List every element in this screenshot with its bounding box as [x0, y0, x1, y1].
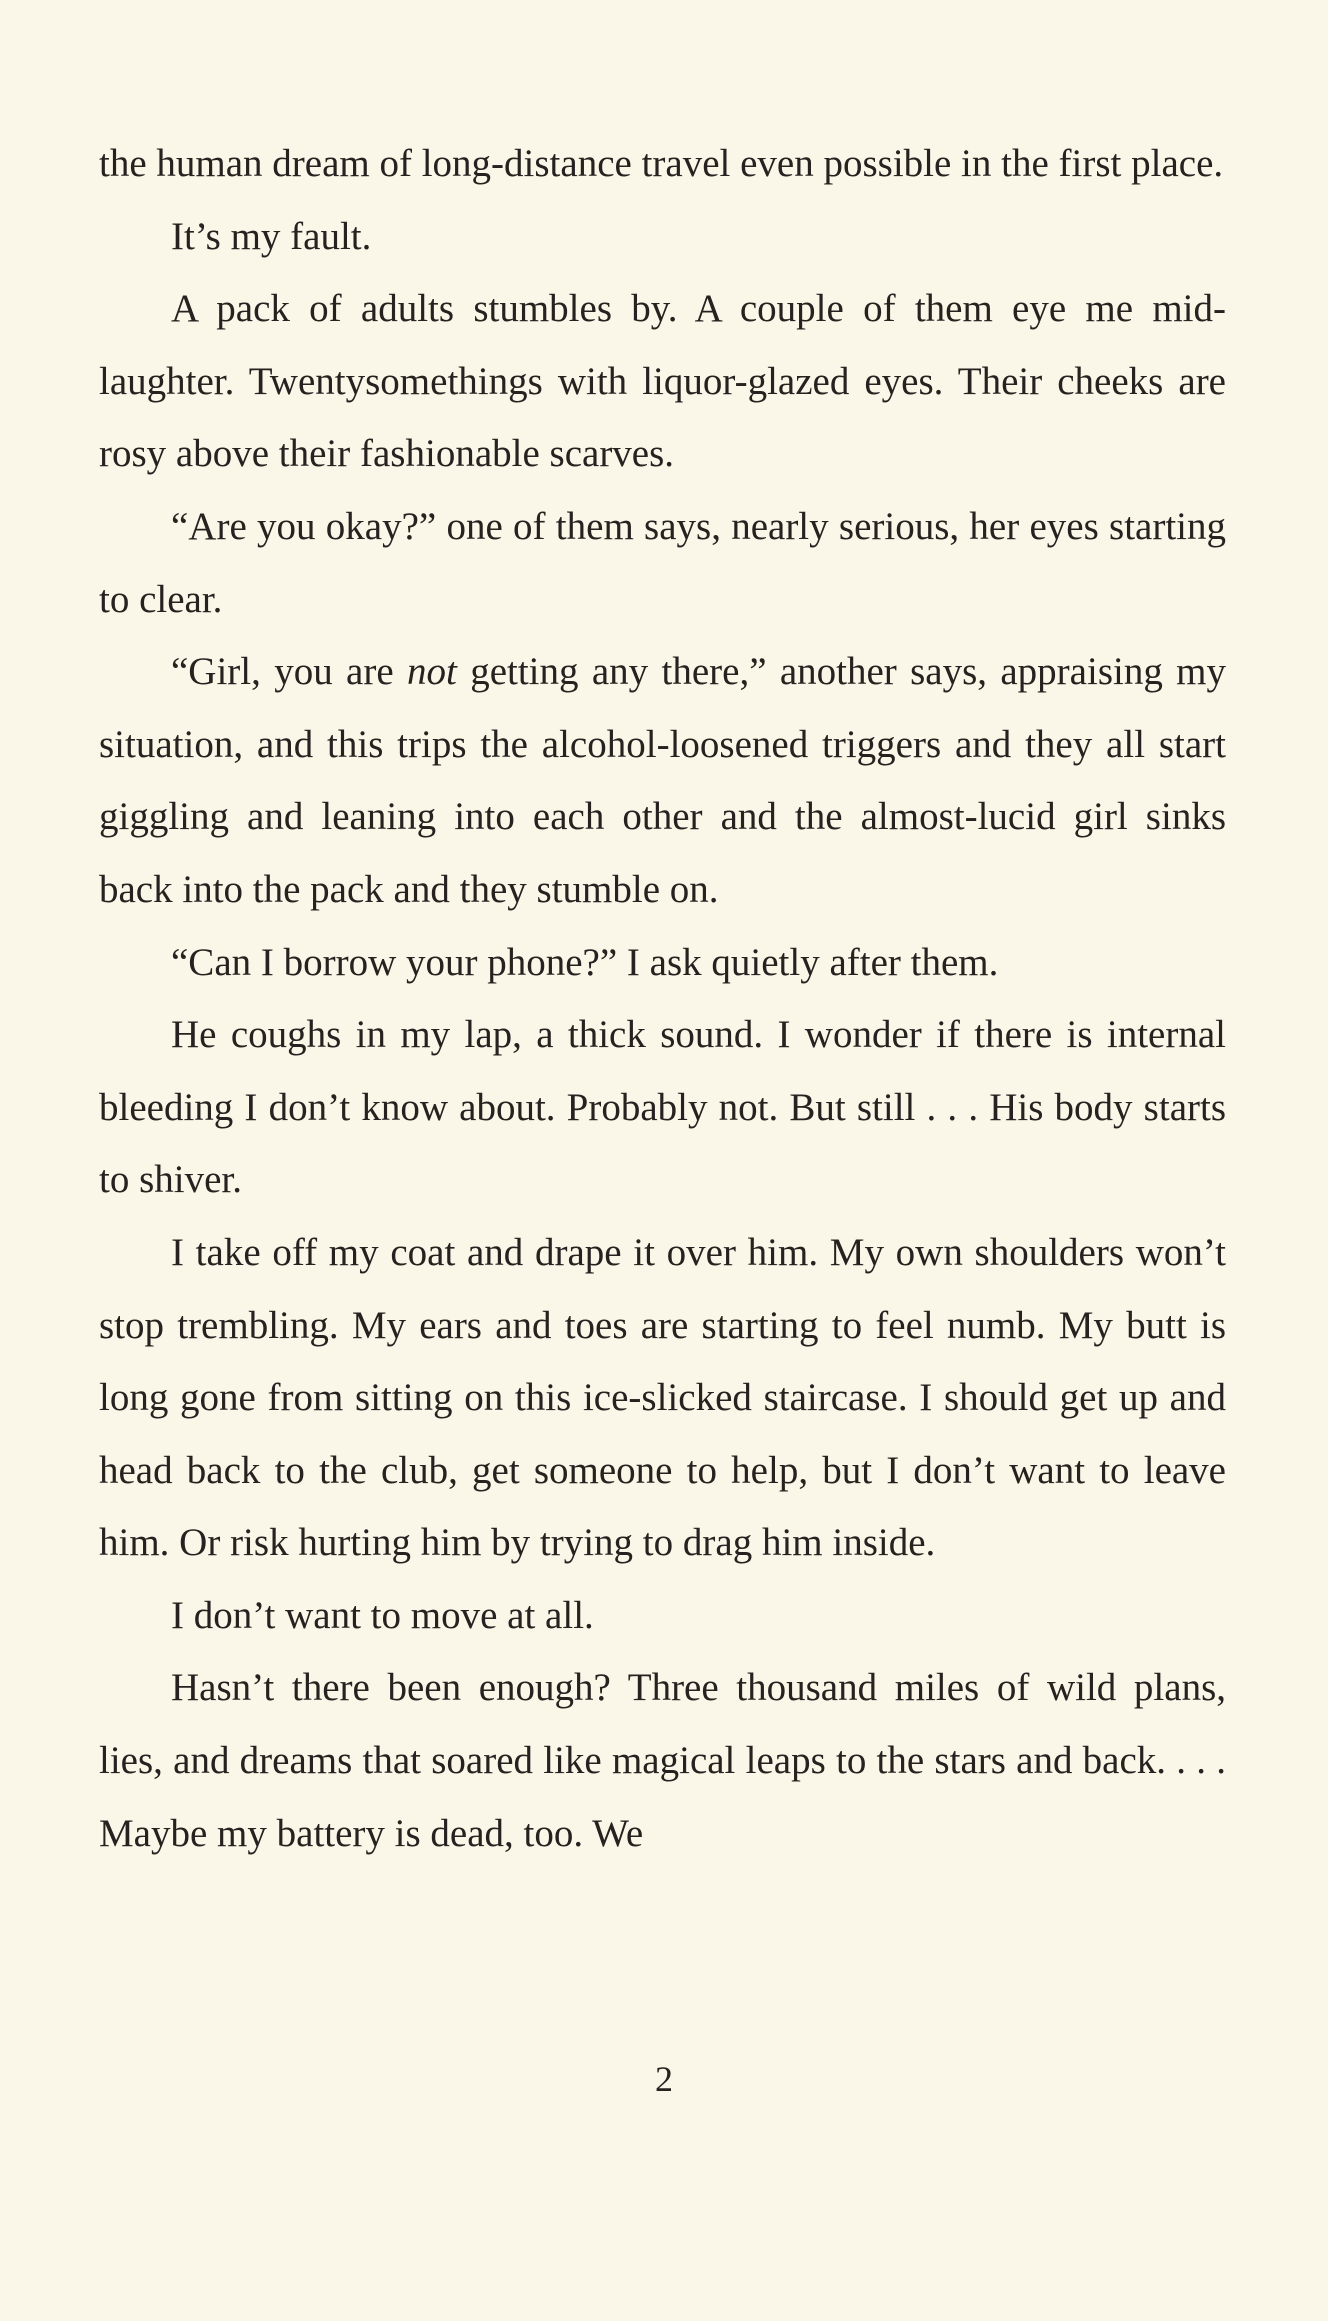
- paragraph-text: I don’t want to move at all.: [171, 1593, 594, 1637]
- paragraph-text: It’s my fault.: [171, 214, 372, 258]
- paragraph-text: getting any there,” another says, appraising my situation, and this trips the alcohol-loosened triggers and they all start giggling and leaning into each other and the almost-lucid girl sinks back into the pack and they stumble on.: [99, 650, 1226, 911]
- paragraph: [99, 636, 1226, 926]
- paragraph: [99, 491, 1226, 636]
- paragraph: [99, 1652, 1226, 1870]
- paragraph-text: Hasn’t there been enough? Three thousand miles of wild plans, lies, and dreams that soared like magical leaps to the stars and back. . . . Maybe my battery is dead, too. We: [99, 1666, 1226, 1855]
- paragraph: [99, 128, 1226, 201]
- paragraph-text: “Are you okay?” one of them says, nearly serious, her eyes starting to clear.: [99, 504, 1226, 621]
- paragraph: [99, 273, 1226, 491]
- paragraph-text: A pack of adults stumbles by. A couple of them eye me mid-laughter. Twentysomethings with liquor-glazed eyes. Their cheeks are rosy above their fashionable scarves.: [99, 287, 1226, 476]
- page-number: 2: [655, 2059, 673, 2099]
- paragraph-text: the human dream of long-distance travel even possible in the first place.: [99, 142, 1224, 185]
- paragraph-text: He coughs in my lap, a thick sound. I wonder if there is internal bleeding I don’t know about. Probably not. But still . . . His body starts to shiver.: [99, 1013, 1226, 1202]
- paragraph: [99, 1580, 1226, 1653]
- paragraph-text: “Girl, you are: [171, 650, 408, 694]
- body-text: [99, 128, 1226, 1870]
- paragraph: [99, 201, 1226, 274]
- paragraph: [99, 1217, 1226, 1580]
- paragraph-text: “Can I borrow your phone?” I ask quietly after them.: [171, 940, 999, 984]
- paragraph-text: I take off my coat and drape it over him. My own shoulders won’t stop trembling. My ears and toes are starting to feel numb. My butt is long gone from sitting on this ice-slicked staircase. I should get up and head back to the club, get someone to help, but I don’t want to leave him. Or risk hurting him by trying to drag him inside.: [99, 1230, 1226, 1565]
- paragraph: [99, 999, 1226, 1217]
- paragraph: [99, 927, 1226, 1000]
- italic-emphasis: not: [407, 650, 457, 694]
